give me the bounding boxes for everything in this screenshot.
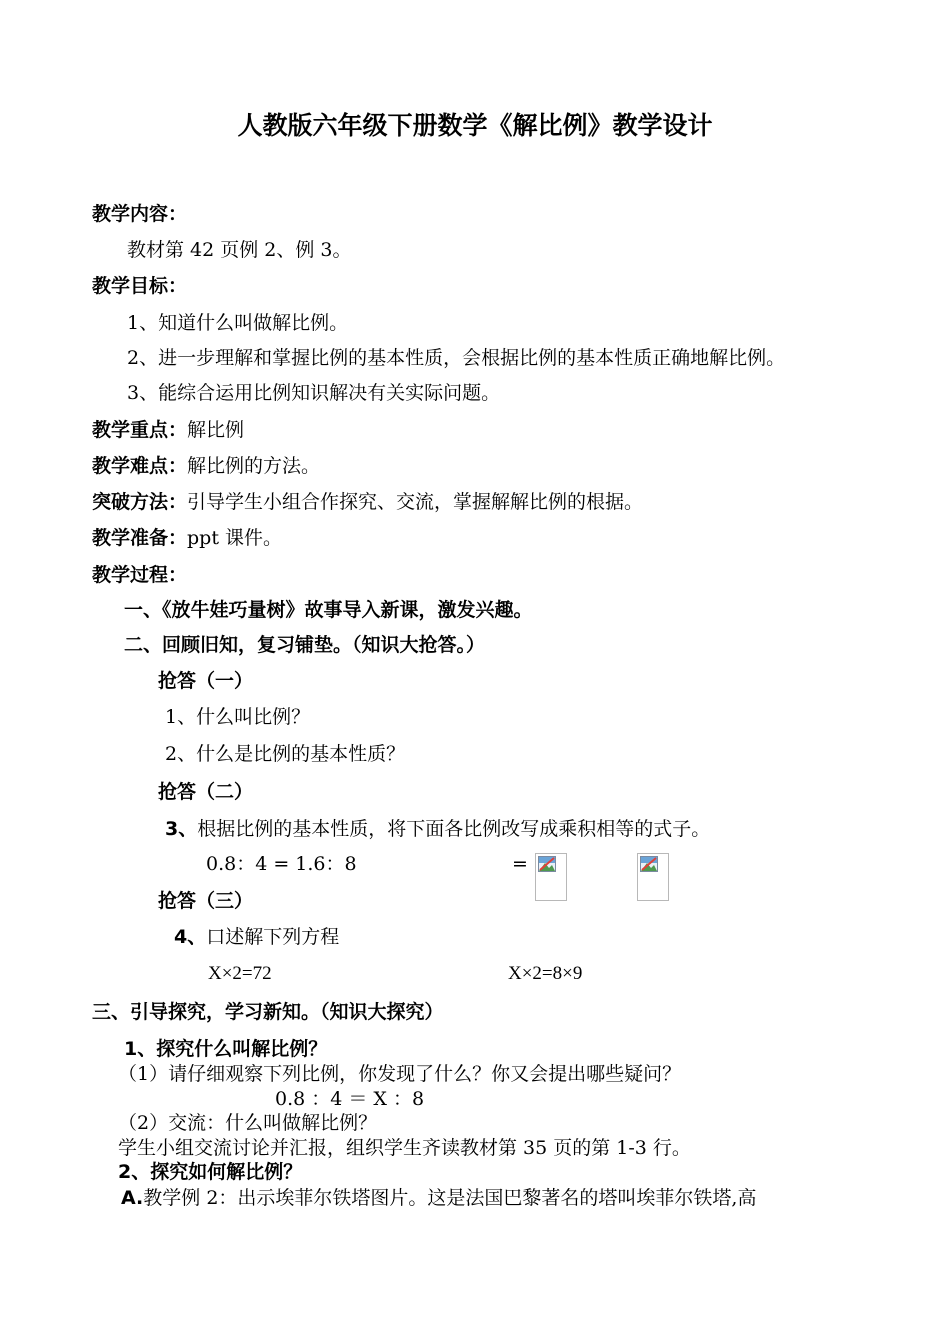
quiz-item-4 [174, 925, 339, 949]
prep-text: ppt 课件。 [187, 527, 283, 549]
quiz-heading-2: 抢答（二） [158, 781, 254, 803]
image-placeholder [535, 853, 567, 901]
example-text: 教学例 2：出示埃菲尔铁塔图片。这是法国巴黎著名的塔叫埃菲尔铁塔,高 [143, 1187, 757, 1209]
goal-item: 1、知道什么叫做解比例。 [127, 312, 349, 334]
equals-sign: = [512, 853, 528, 875]
quiz-item-number: 4、 [174, 926, 207, 948]
section-label-content: 教学内容： [92, 203, 188, 225]
explore-paragraph: （2）交流：什么叫做解比例？ [118, 1112, 378, 1134]
explore-heading-1: 1、探究什么叫解比例？ [124, 1038, 328, 1060]
process-step-2: 二、回顾旧知，复习铺垫。（知识大抢答。） [124, 634, 486, 656]
quiz-heading-3: 抢答（三） [158, 890, 254, 912]
key-point-text: 解比例 [187, 419, 245, 441]
section-label-goals: 教学目标： [92, 275, 188, 297]
quiz-item-text: 根据比例的基本性质，将下面各比例改写成乘积相等的式子。 [197, 818, 711, 840]
explore-paragraph: （1）请仔细观察下列比例，你发现了什么？你又会提出哪些疑问？ [118, 1063, 682, 1085]
quiz-item: 2、什么是比例的基本性质？ [165, 743, 406, 765]
equation-1: X×2=72 [208, 963, 272, 984]
difficulty-line [92, 454, 320, 478]
quiz-item-text: 口述解下列方程 [206, 926, 340, 948]
section-label-key: 教学重点： [92, 419, 188, 441]
example-paragraph [121, 1186, 756, 1210]
equation-2: X×2=8×9 [508, 963, 583, 984]
section-label-difficulty: 教学难点： [92, 455, 188, 477]
explore-heading-2: 2、探究如何解比例？ [118, 1161, 303, 1183]
image-placeholder [637, 853, 669, 901]
quiz-item-number: 3、 [165, 818, 198, 840]
proportion-expression: 0.8：4 = 1.6：8 [206, 853, 357, 875]
page-title: 人教版六年级下册数学《解比例》教学设计 [237, 111, 713, 140]
process-step-3: 三、引导探究，学习新知。（知识大探究） [92, 1001, 444, 1023]
goal-item: 2、进一步理解和掌握比例的基本性质，会根据比例的基本性质正确地解比例。 [127, 347, 786, 369]
prep-line [92, 526, 282, 550]
quiz-item: 1、什么叫比例？ [165, 706, 311, 728]
section-label-process: 教学过程： [92, 564, 188, 586]
section-label-prep: 教学准备： [92, 527, 188, 549]
proportion-unknown: 0.8 ：4 ＝ X ：8 [275, 1088, 425, 1110]
example-label: A. [121, 1187, 144, 1209]
quiz-item-3 [165, 817, 710, 841]
section-label-method: 突破方法： [92, 491, 188, 513]
quiz-heading-1: 抢答（一） [158, 670, 254, 692]
explore-paragraph: 学生小组交流讨论并汇报，组织学生齐读教材第 35 页的第 1-3 行。 [118, 1137, 691, 1159]
method-line [92, 490, 643, 514]
difficulty-text: 解比例的方法。 [187, 455, 321, 477]
method-text: 引导学生小组合作探究、交流，掌握解解比例的根据。 [187, 491, 644, 513]
content-text: 教材第 42 页例 2、例 3。 [127, 239, 352, 261]
process-step-1: 一、《放牛娃巧量树》故事导入新课，激发兴趣。 [124, 599, 533, 621]
broken-image-icon [538, 856, 556, 872]
key-point-line [92, 418, 244, 442]
broken-image-icon [640, 856, 658, 872]
goal-item: 3、能综合运用比例知识解决有关实际问题。 [127, 382, 501, 404]
